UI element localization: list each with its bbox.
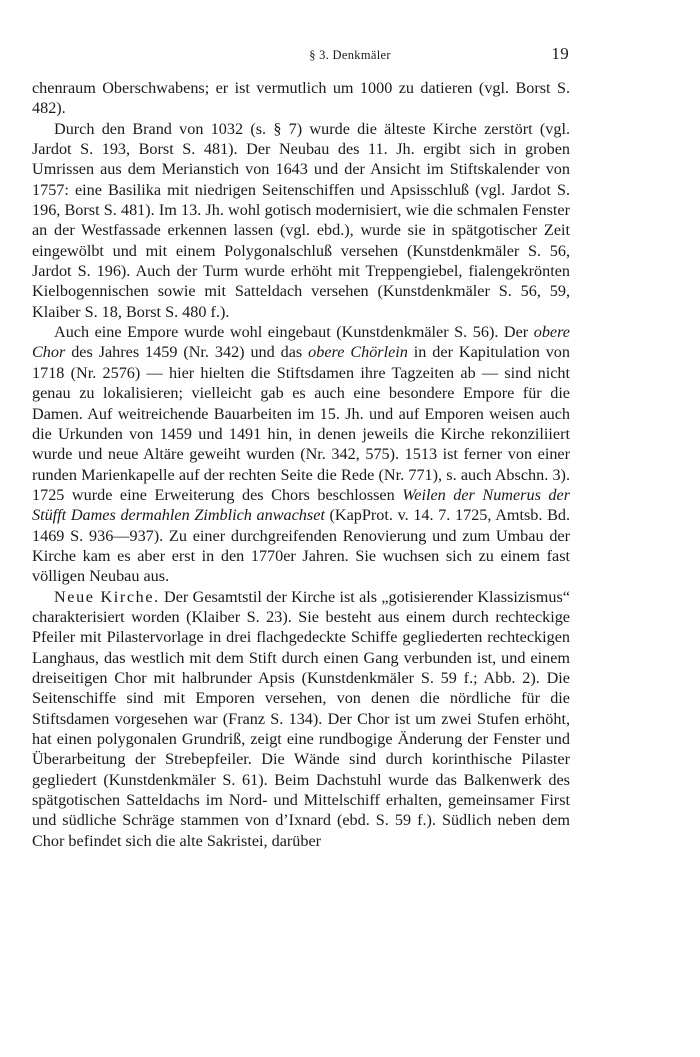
paragraph-text: Der Gesamtstil der Kirche ist als „gotisierender Klassizismus“ charakterisiert worden (Klaiber S. 23). Sie besteht aus einem durch rechteckige Pfeiler mit Pilastervorlage in drei flachgedeckte Schiffe gegliederten rechteckigen Langhaus, das westlich mit dem Stift durch einen Gang verbunden ist, und einem dreiseitigen Chor mit halbrunder Apsis (Kunstdenkmäler S. 59 f.; Abb. 2). Die Seitenschiffe sind mit Emporen versehen, von denen die nördliche für die Stiftsdamen vorgesehen war (Franz S. 134). Der Chor ist um zwei Stufen erhöht, hat einen polygonalen Grundriß, zeigt eine rundbogige Änderung der Fenster und Überarbeitung der Strebepfeiler. Die Wände sind durch korinthische Pilaster gegliedert (Kunstdenkmäler S. 61). Beim Dachstuhl wurde das Balkenwerk des spätgotischen Satteldachs im Nord- und Mittelschiff erhalten, gemeinsamer First und südliche Schräge stammen von d’Ixnard (ebd. S. 59 f.). Südlich neben dem Chor befindet sich die alte Sakristei, darüber xyxy=(32,587,570,850)
quoted-passage: Weilen der Numerus der Stüfft Dames dermahlen Zimblich anwachset xyxy=(32,485,570,525)
body-text xyxy=(32,78,570,851)
paragraph-text: chenraum Oberschwabens; er ist vermutlich um 1000 zu datieren (vgl. Borst S. 482). xyxy=(32,79,570,118)
section-title: § 3. Denkmäler xyxy=(309,48,391,62)
paragraph xyxy=(32,119,570,322)
paragraph-text: Auch eine Empore wurde wohl eingebaut (Kunstdenkmäler S. 56). Der xyxy=(54,323,534,342)
subsection-heading: Neue Kirche. xyxy=(54,587,160,606)
paragraph xyxy=(32,587,570,851)
running-head xyxy=(0,44,700,66)
paragraph-text: (KapProt. v. 14. 7. 1725, Amtsb. Bd. 1469 S. 936—937). Zu einer durchgreifenden Renovierung und zum Umbau der Kirche kam es aber erst in den 1770er Jahren. Sie wuchsen sich zu einem fast völligen Neubau aus. xyxy=(32,506,571,586)
paragraph-text: Durch den Brand von 1032 (s. § 7) wurde die älteste Kirche zerstört (vgl. Jardot S. 193, Borst S. 481). Der Neubau des 11. Jh. ergibt sich in groben Umrissen aus dem Merianstich von 1643 und der Ansicht im Stiftskalender von 1757: eine Basilika mit niedrigen Seitenschiffen und Apsisschluß (vgl. Jardot S. 196, Borst S. 481). Im 13. Jh. wohl gotisch modernisiert, wie die schmalen Fenster an der Westfassade erkennen lassen (vgl. ebd.), wurde sie in spätgotischer Zeit eingewölbt und mit einem Polygonalschluß versehen (Kunstdenkmäler S. 56, Jardot S. 196). Auch der Turm wurde erhöht mit Treppengiebel, fialengekrönten Kielbogennischen sowie mit Satteldach versehen (Kunstdenkmäler S. 56, 59, Klaiber S. 18, Borst S. 480 f.). xyxy=(32,119,570,321)
paragraph xyxy=(32,78,570,119)
paragraph xyxy=(32,322,570,586)
quoted-term: obere Chörlein xyxy=(308,343,408,362)
quoted-term: obere Chor xyxy=(32,323,570,362)
paragraph-text: des Jahres 1459 (Nr. 342) und das xyxy=(65,343,309,362)
page-number: 19 xyxy=(551,44,569,63)
paragraph-text: in der Kapitulation von 1718 (Nr. 2576) — hier hielten die Stiftsdamen ihre Tagzeiten ab — sind nicht genau zu lokalisieren; vielleicht gab es auch eine besondere Empore für die Damen. Auf weitreichende Bauarbeiten im 15. Jh. und auf Emporen weisen auch die Urkunden von 1459 und 1491 hin, in denen jeweils die Kirche rekonziliiert wurde und neue Altäre geweiht wurden (Nr. 342, 575). 1513 ist ferner von einer runden Marienkapelle auf der rechten Seite die Rede (Nr. 771), s. auch Abschn. 3). 1725 wurde eine Erweiterung des Chors beschlossen xyxy=(32,343,570,504)
